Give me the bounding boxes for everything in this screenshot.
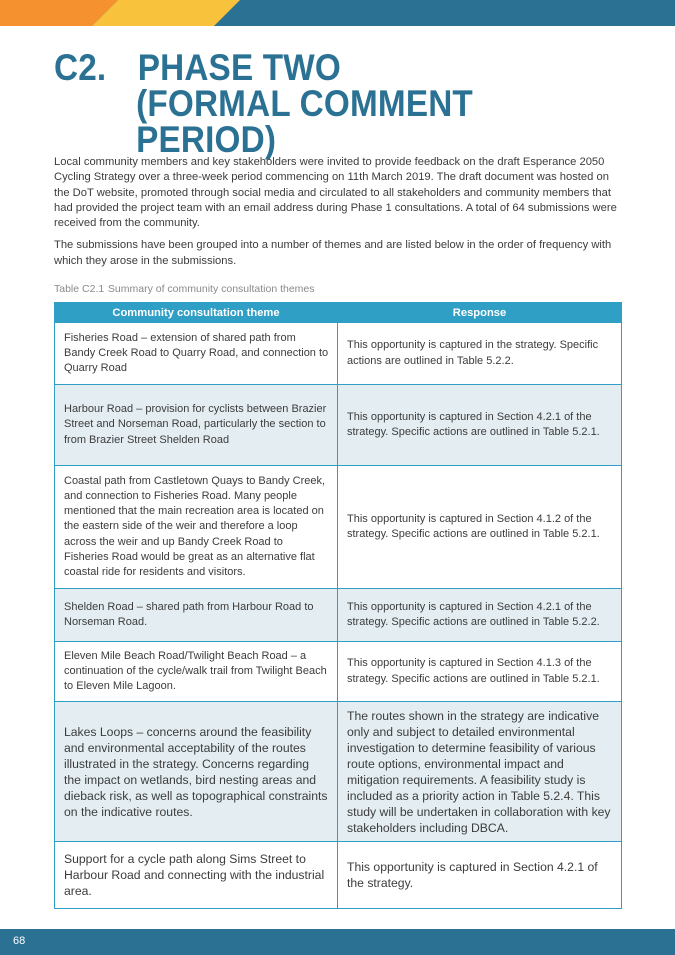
theme-cell: Eleven Mile Beach Road/Twilight Beach Road – a continuation of the cycle/walk trail from Twilight Beach to Eleven Mile Lagoon. bbox=[55, 642, 338, 702]
table-caption bbox=[54, 283, 315, 295]
table-caption-text: Summary of community consultation themes bbox=[107, 283, 315, 295]
theme-cell: Harbour Road – provision for cyclists between Brazier Street and Norseman Road, particularly the section to from Brazier Street Shelden Road bbox=[55, 385, 338, 466]
response-cell: The routes shown in the strategy are indicative only and subject to detailed environmental investigation to determine feasibility of various route options, environmental impact and mitigation requirements. A feasibility study is included as a priority action in Table 5.2.4. This study will be undertaken in collaboration with key stakeholders including DBCA. bbox=[338, 702, 622, 842]
table-row bbox=[55, 466, 622, 589]
table-row bbox=[55, 323, 622, 385]
table-row bbox=[55, 642, 622, 702]
response-cell: This opportunity is captured in Section 4.2.1 of the strategy. Specific actions are outlined in Table 5.2.1. bbox=[338, 385, 622, 466]
response-cell: This opportunity is captured in Section 4.2.1 of the strategy. Specific actions are outlined in Table 5.2.2. bbox=[338, 589, 622, 642]
table-row bbox=[55, 702, 622, 842]
intro-paragraph-2: The submissions have been grouped into a number of themes and are listed below in the order of frequency with which they arose in the submissions. bbox=[54, 239, 612, 267]
response-cell: This opportunity is captured in Section 4.1.2 of the strategy. Specific actions are outlined in Table 5.2.1. bbox=[338, 466, 622, 589]
banner-stripes-graphic bbox=[0, 0, 675, 26]
header-response: Response bbox=[338, 303, 622, 323]
yellow-stripe bbox=[92, 0, 240, 26]
title-line-2: (FORMAL COMMENT PERIOD) bbox=[136, 83, 473, 160]
intro-paragraph-1: Local community members and key stakeholders were invited to provide feedback on the draft Esperance 2050 Cycling Strategy over a three-week period commencing on 11th March 2019. The draft document was hosted on the DoT website, promoted through social media and circulated to all stakeholders and community members that had provided the project team with an email address during Phase 1 consultations. A total of 64 submissions were received from the community. bbox=[54, 156, 617, 230]
response-cell: This opportunity is captured in Section 4.2.1 of the strategy. bbox=[338, 842, 622, 909]
theme-cell: Fisheries Road – extension of shared path from Bandy Creek Road to Quarry Road, and connection to Quarry Road bbox=[55, 323, 338, 385]
table-header-row bbox=[55, 303, 622, 323]
page-number: 68 bbox=[13, 935, 26, 947]
footer-bar bbox=[0, 929, 675, 955]
theme-cell: Support for a cycle path along Sims Street to Harbour Road and connecting with the industrial area. bbox=[55, 842, 338, 909]
intro-text bbox=[54, 155, 620, 276]
theme-cell: Coastal path from Castletown Quays to Bandy Creek, and connection to Fisheries Road. Many people mentioned that the main recreation area is located on the eastern side of the weir and therefore a loop across the weir and up Bandy Creek Road to Fisheries Road would be great as an alternative flat coastal ride for residents and visitors. bbox=[55, 466, 338, 589]
top-banner bbox=[0, 0, 675, 26]
theme-cell: Lakes Loops – concerns around the feasibility and environmental acceptability of the routes illustrated in the strategy. Concerns regarding the impact on wetlands, bird nesting areas and dieback risk, as well as topographical constraints on the indicative routes. bbox=[55, 702, 338, 842]
header-theme: Community consultation theme bbox=[55, 303, 338, 323]
title-line-1: PHASE TWO bbox=[137, 47, 341, 88]
consultation-table bbox=[54, 302, 622, 909]
response-cell: This opportunity is captured in the strategy. Specific actions are outlined in Table 5.2.2. bbox=[338, 323, 622, 385]
page-title bbox=[54, 47, 613, 160]
table-row bbox=[55, 589, 622, 642]
table-row bbox=[55, 385, 622, 466]
table-caption-label: Table C2.1 bbox=[54, 283, 105, 295]
section-number: C2. bbox=[54, 47, 107, 88]
theme-cell: Shelden Road – shared path from Harbour Road to Norseman Road. bbox=[55, 589, 338, 642]
table-row bbox=[55, 842, 622, 909]
response-cell: This opportunity is captured in Section 4.1.3 of the strategy. Specific actions are outlined in Table 5.2.1. bbox=[338, 642, 622, 702]
